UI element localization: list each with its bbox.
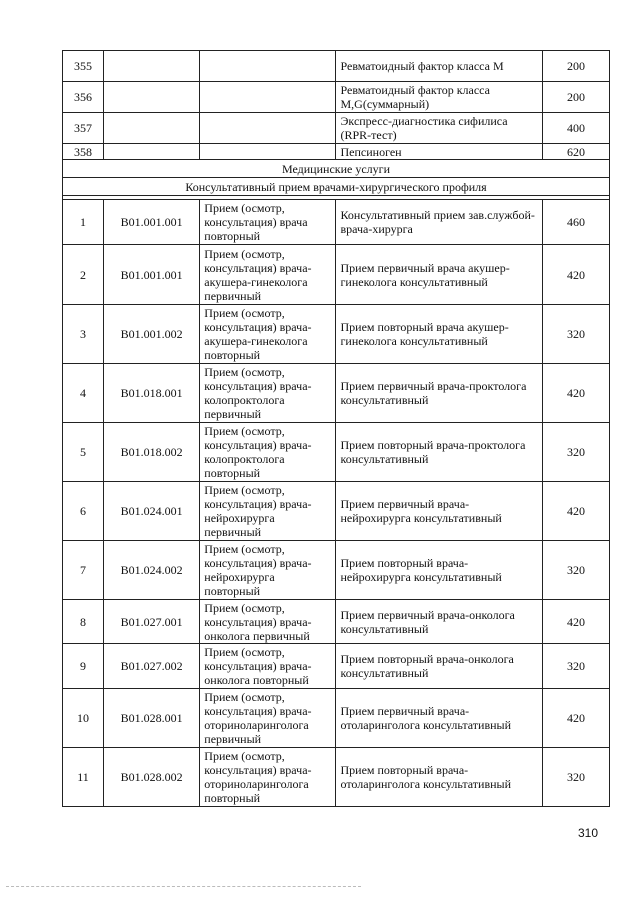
service-name: Прием (осмотр, консультация) врача-онколога первичный bbox=[200, 600, 336, 644]
row-number: 4 bbox=[63, 364, 104, 423]
row-number: 356 bbox=[63, 82, 104, 113]
price-cell: 320 bbox=[542, 748, 609, 807]
service-description: Прием повторный врача-нейрохирурга консультативный bbox=[336, 541, 542, 600]
price-cell: 320 bbox=[542, 541, 609, 600]
row-number: 9 bbox=[63, 644, 104, 689]
service-description: Прием первичный врача-онколога консультативный bbox=[336, 600, 542, 644]
table-row bbox=[63, 51, 610, 82]
row-number: 2 bbox=[63, 245, 104, 305]
service-description: Прием первичный врача-проктолога консультативный bbox=[336, 364, 542, 423]
row-number: 7 bbox=[63, 541, 104, 600]
service-name: Прием (осмотр, консультация) врача-онколога повторный bbox=[200, 644, 336, 689]
service-name: Прием (осмотр, консультация) врача-нейрохирурга повторный bbox=[200, 541, 336, 600]
code-cell bbox=[104, 82, 200, 113]
service-description: Ревматоидный фактор класса M,G(суммарный) bbox=[336, 82, 542, 113]
code-cell bbox=[104, 144, 200, 160]
price-cell: 400 bbox=[542, 113, 609, 144]
service-code: B01.001.002 bbox=[104, 305, 200, 364]
service-description: Ревматоидный фактор класса М bbox=[336, 51, 542, 82]
name-cell bbox=[200, 51, 336, 82]
table-row bbox=[63, 644, 610, 689]
row-number: 357 bbox=[63, 113, 104, 144]
service-description: Прием повторный врача акушер-гинеколога консультативный bbox=[336, 305, 542, 364]
service-name: Прием (осмотр, консультация) врача-оториноларинголога первичный bbox=[200, 689, 336, 748]
table-row bbox=[63, 364, 610, 423]
name-cell bbox=[200, 144, 336, 160]
table-row bbox=[63, 482, 610, 541]
price-table bbox=[62, 50, 610, 807]
row-number: 3 bbox=[63, 305, 104, 364]
price-cell: 200 bbox=[542, 82, 609, 113]
row-number: 358 bbox=[63, 144, 104, 160]
row-number: 10 bbox=[63, 689, 104, 748]
service-name: Прием (осмотр, консультация) врача-акушера-гинеколога повторный bbox=[200, 305, 336, 364]
service-code: B01.018.001 bbox=[104, 364, 200, 423]
table-row bbox=[63, 600, 610, 644]
service-name: Прием (осмотр, консультация) врача-нейрохирурга первичный bbox=[200, 482, 336, 541]
service-code: B01.024.001 bbox=[104, 482, 200, 541]
row-number: 6 bbox=[63, 482, 104, 541]
table-row bbox=[63, 305, 610, 364]
price-cell: 420 bbox=[542, 689, 609, 748]
row-number: 11 bbox=[63, 748, 104, 807]
service-description: Прием повторный врача-отоларинголога консультативный bbox=[336, 748, 542, 807]
price-cell: 420 bbox=[542, 600, 609, 644]
table-row bbox=[63, 144, 610, 160]
service-code: B01.001.001 bbox=[104, 245, 200, 305]
table-row bbox=[63, 245, 610, 305]
name-cell bbox=[200, 113, 336, 144]
code-cell bbox=[104, 113, 200, 144]
service-name: Прием (осмотр, консультация) врача-акушера-гинеколога первичный bbox=[200, 245, 336, 305]
service-name: Прием (осмотр, консультация) врача-колопроктолога повторный bbox=[200, 423, 336, 482]
table-row bbox=[63, 113, 610, 144]
section-title: Медицинские услуги bbox=[63, 160, 610, 178]
subsection-title: Консультативный прием врачами-хирургического профиля bbox=[63, 178, 610, 196]
service-description: Пепсиноген bbox=[336, 144, 542, 160]
service-name: Прием (осмотр, консультация) врача-оториноларинголога повторный bbox=[200, 748, 336, 807]
row-number: 355 bbox=[63, 51, 104, 82]
price-cell: 200 bbox=[542, 51, 609, 82]
service-code: B01.001.001 bbox=[104, 200, 200, 245]
name-cell bbox=[200, 82, 336, 113]
table-row bbox=[63, 541, 610, 600]
price-cell: 320 bbox=[542, 644, 609, 689]
table-row bbox=[63, 82, 610, 113]
subsection-header-row bbox=[63, 178, 610, 196]
service-description: Прием повторный врача-проктолога консультативный bbox=[336, 423, 542, 482]
row-number: 5 bbox=[63, 423, 104, 482]
service-description: Экспресс-диагностика сифилиса (RPR-тест) bbox=[336, 113, 542, 144]
service-name: Прием (осмотр, консультация) врача повторный bbox=[200, 200, 336, 245]
page-number: 310 bbox=[578, 826, 599, 840]
code-cell bbox=[104, 51, 200, 82]
service-name: Прием (осмотр, консультация) врача-колопроктолога первичный bbox=[200, 364, 336, 423]
service-code: B01.028.001 bbox=[104, 689, 200, 748]
table-row bbox=[63, 200, 610, 245]
service-description: Консультативный прием зав.службой-врача-хирурга bbox=[336, 200, 542, 245]
service-code: B01.028.002 bbox=[104, 748, 200, 807]
footer-divider bbox=[6, 886, 361, 887]
price-cell: 320 bbox=[542, 305, 609, 364]
price-cell: 620 bbox=[542, 144, 609, 160]
service-code: B01.018.002 bbox=[104, 423, 200, 482]
price-cell: 420 bbox=[542, 364, 609, 423]
row-number: 1 bbox=[63, 200, 104, 245]
price-cell: 420 bbox=[542, 482, 609, 541]
service-description: Прием первичный врача-отоларинголога консультативный bbox=[336, 689, 542, 748]
table-row bbox=[63, 423, 610, 482]
service-description: Прием повторный врача-онколога консультативный bbox=[336, 644, 542, 689]
service-code: B01.024.002 bbox=[104, 541, 200, 600]
section-header-row bbox=[63, 160, 610, 178]
service-description: Прием первичный врача-нейрохирурга консультативный bbox=[336, 482, 542, 541]
price-cell: 320 bbox=[542, 423, 609, 482]
service-code: B01.027.001 bbox=[104, 600, 200, 644]
service-description: Прием первичный врача акушер-гинеколога консультативный bbox=[336, 245, 542, 305]
service-code: B01.027.002 bbox=[104, 644, 200, 689]
table-row bbox=[63, 689, 610, 748]
row-number: 8 bbox=[63, 600, 104, 644]
table-row bbox=[63, 748, 610, 807]
price-cell: 460 bbox=[542, 200, 609, 245]
price-cell: 420 bbox=[542, 245, 609, 305]
